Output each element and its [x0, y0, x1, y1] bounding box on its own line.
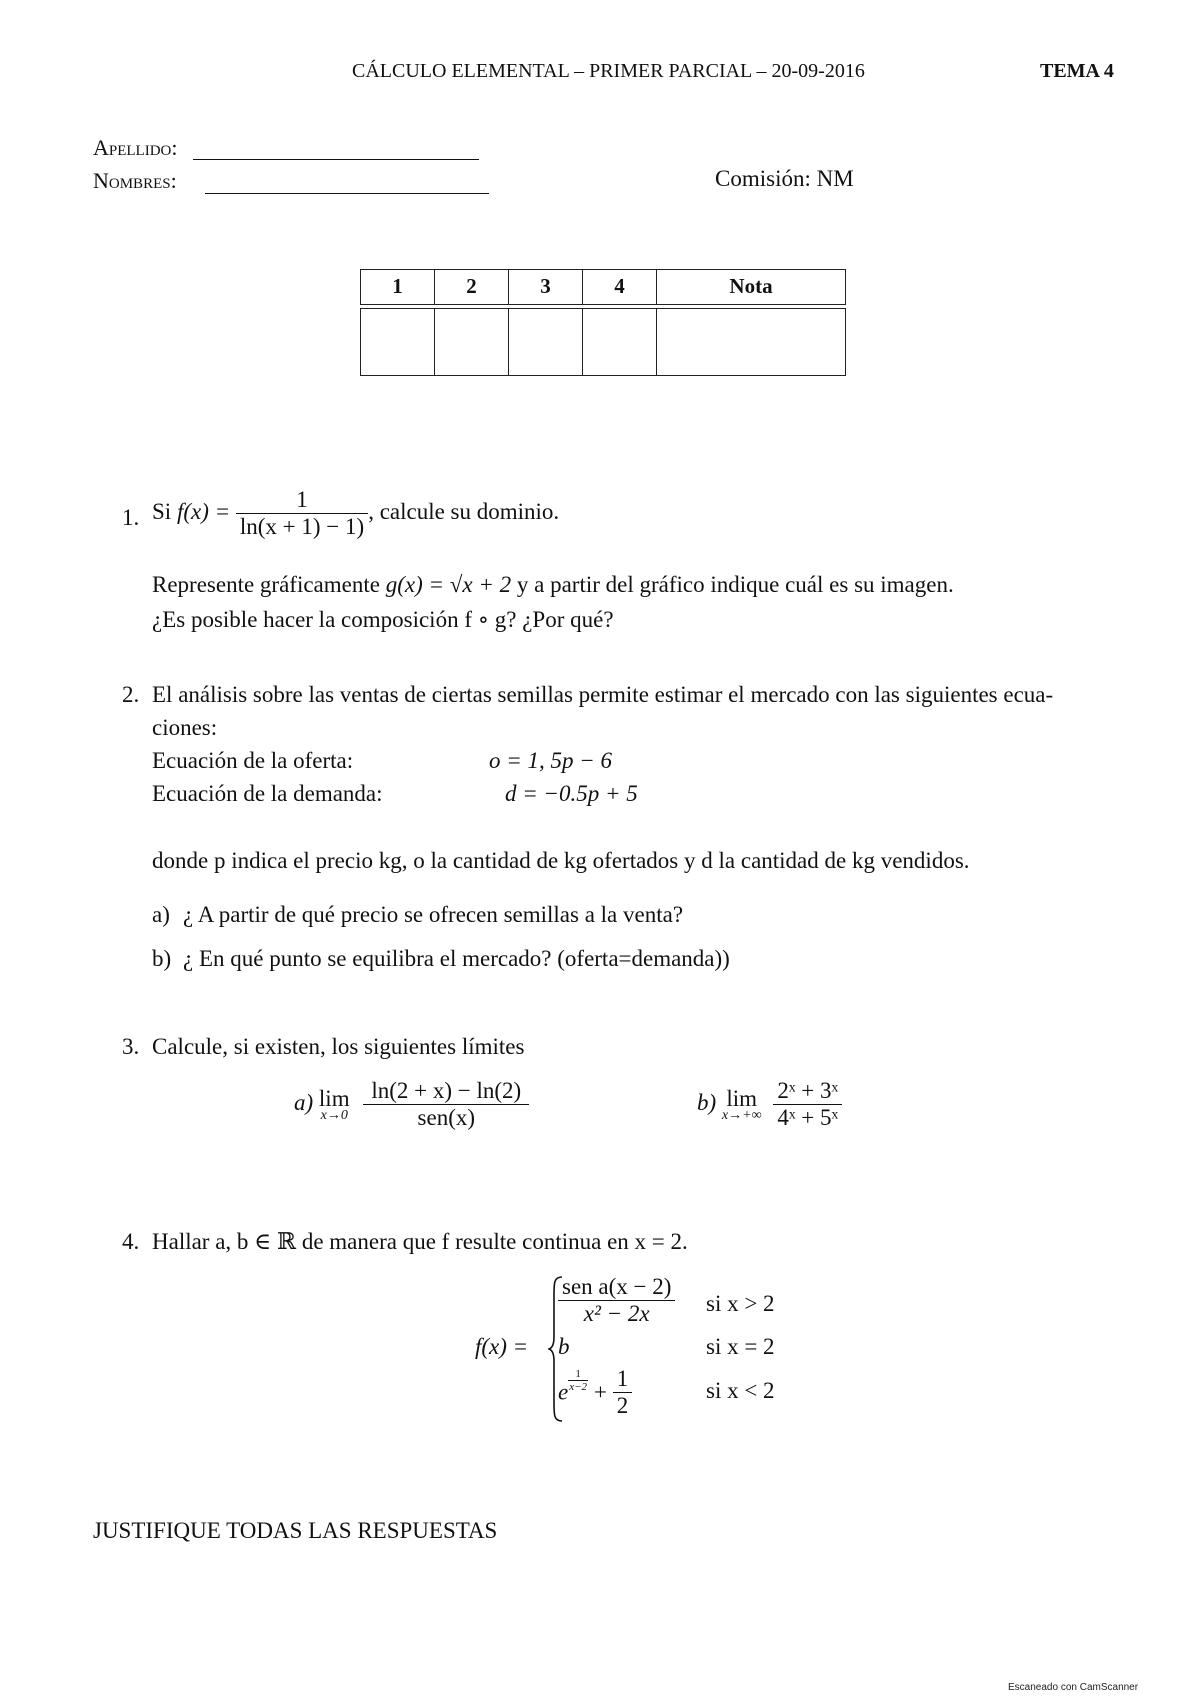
q4-case1-expr	[558, 1274, 675, 1327]
grade-header-1: 1	[360, 269, 435, 305]
q3-b-lim-word: lim	[726, 1085, 758, 1111]
q3-a-fraction	[363, 1078, 529, 1131]
q4-case3-exp-den: x−2	[569, 1380, 588, 1393]
q4-case3-exp-num: 1	[568, 1368, 588, 1381]
grade-cell-3[interactable]	[508, 308, 583, 376]
q2-oferta-eq: o = 1, 5p − 6	[489, 748, 613, 773]
q3-b-lim	[722, 1086, 762, 1124]
q2-demanda-label: Ecuación de la demanda:	[152, 781, 383, 806]
q3-a-den: sen(x)	[417, 1105, 476, 1130]
grade-header-3: 3	[508, 269, 583, 305]
q1-statement	[152, 487, 559, 540]
q4-case1-cond: si x > 2	[706, 1291, 775, 1316]
apellido-label: Apellido:	[93, 135, 178, 160]
q3-b-limit	[697, 1078, 842, 1131]
grade-cell-nota[interactable]	[656, 308, 846, 376]
q3-b-fraction	[773, 1078, 842, 1131]
q1-fraction	[236, 487, 368, 540]
q4-case3-cond: si x < 2	[706, 1378, 775, 1403]
grade-cell-1[interactable]	[360, 308, 435, 376]
q1-line2	[152, 572, 954, 598]
q4-case1-num: sen a(x − 2)	[558, 1274, 675, 1301]
q4-intro: Hallar a, b ∈ ℝ de manera que f resulte continua en x = 2.	[152, 1229, 688, 1254]
q4-case3-fraction	[613, 1366, 633, 1419]
camscanner-stamp: Escaneado con CamScanner	[1008, 1682, 1139, 1693]
q3-a-lim-sub: x→0	[320, 1107, 348, 1123]
grade-header-4: 4	[582, 269, 657, 305]
q3-a-lim	[319, 1086, 350, 1124]
q3-a-num: ln(2 + x) − ln(2)	[363, 1078, 529, 1105]
nombres-label: Nombres:	[93, 168, 177, 193]
q3-a-lim-word: lim	[318, 1085, 350, 1111]
q1-line2-a: Represente gráficamente	[152, 572, 380, 597]
q4-case3-frac-den: 2	[616, 1393, 629, 1418]
q4-case3-exponent	[568, 1368, 588, 1393]
q2-oferta-label: Ecuación de la oferta:	[152, 748, 354, 773]
q1-tail: , calcule su dominio.	[368, 498, 560, 524]
q2-number: 2.	[122, 682, 140, 707]
q4-case3-e: e	[558, 1379, 569, 1405]
apellido-field[interactable]	[193, 159, 479, 160]
q2-b-label: b)	[152, 946, 172, 971]
q4-case3-plus: +	[594, 1379, 608, 1405]
q3-intro: Calcule, si existen, los siguientes límites	[152, 1034, 525, 1059]
q3-b-lim-sub: x→+∞	[721, 1107, 762, 1123]
q4-case3-expr	[558, 1366, 632, 1419]
q4-lhs: f(x) =	[475, 1334, 529, 1359]
q2-b-text: ¿ En qué punto se equilibra el mercado? (oferta=demanda))	[183, 946, 730, 971]
q3-b-label: b)	[697, 1089, 717, 1115]
q3-b-den: 4ˣ + 5ˣ	[777, 1105, 839, 1130]
q2-a-label: a)	[152, 902, 170, 927]
q4-number: 4.	[122, 1229, 140, 1254]
q2-a-text: ¿ A partir de qué precio se ofrecen semillas a la venta?	[183, 902, 684, 927]
q4-case2-val: b	[558, 1334, 570, 1359]
q1-si: Si	[152, 498, 172, 524]
q3-number: 3.	[122, 1034, 140, 1059]
q2-donde: donde p indica el precio kg, o la cantidad de kg ofertados y d la cantidad de kg vendidos.	[152, 848, 970, 873]
q1-line3: ¿Es posible hacer la composición f ∘ g? ¿Por qué?	[152, 607, 614, 632]
q4-case1-fraction	[558, 1274, 675, 1327]
grade-cell-2[interactable]	[434, 308, 509, 376]
q1-line2-b: y a partir del gráfico indique cuál es su imagen.	[516, 572, 954, 597]
q2-intro-1: El análisis sobre las ventas de ciertas semillas permite estimar el mercado con las siguientes ecua-	[152, 682, 1054, 707]
grade-header-2: 2	[434, 269, 509, 305]
q1-g-expr: g(x) = √x + 2	[385, 572, 512, 597]
q3-a-limit	[294, 1078, 529, 1131]
q1-number: 1.	[122, 505, 140, 530]
nombres-field[interactable]	[205, 193, 489, 194]
grade-cell-4[interactable]	[582, 308, 657, 376]
q4-case1-den: x² − 2x	[583, 1301, 650, 1326]
grade-header-nota: Nota	[656, 269, 846, 305]
q1-f-lhs: f(x) =	[176, 498, 231, 524]
q3-a-label: a)	[294, 1089, 314, 1115]
tema-label: TEMA 4	[1040, 60, 1114, 82]
q2-intro-2: ciones:	[152, 715, 218, 740]
q3-b-num: 2ˣ + 3ˣ	[773, 1078, 842, 1105]
q1-denominator: ln(x + 1) − 1)	[239, 514, 365, 539]
q4-case3-frac-num: 1	[613, 1366, 633, 1393]
comision-label: Comisión: NM	[715, 166, 854, 191]
q2-demanda-eq: d = −0.5p + 5	[505, 781, 638, 806]
q4-case2-cond: si x = 2	[706, 1334, 775, 1359]
exam-title: CÁLCULO ELEMENTAL – PRIMER PARCIAL – 20-09-2016	[352, 60, 865, 82]
q1-numerator: 1	[236, 487, 368, 514]
justify-note: JUSTIFIQUE TODAS LAS RESPUESTAS	[93, 1518, 498, 1543]
